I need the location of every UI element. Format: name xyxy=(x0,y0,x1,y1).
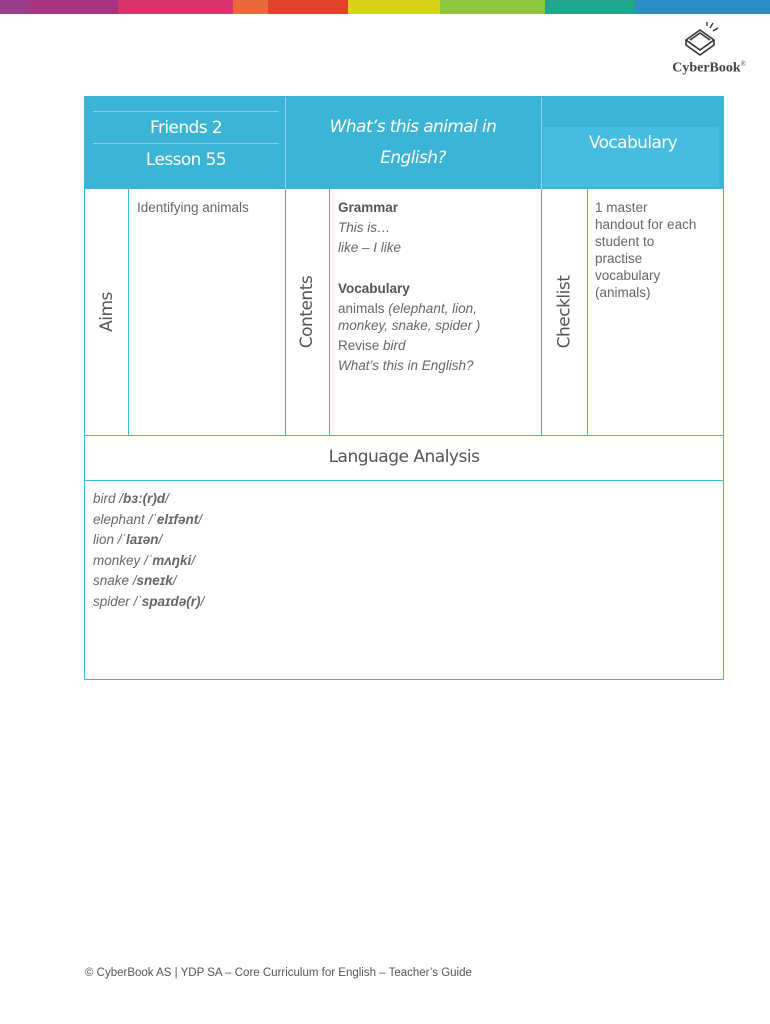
checklist-label: Checklist xyxy=(554,275,575,349)
book-icon xyxy=(680,22,720,58)
list-item: snake /sneɪk/ xyxy=(93,573,177,588)
table-body-row xyxy=(85,189,723,435)
list-item: bird /bɜː(r)d/ xyxy=(93,491,169,506)
lesson-focus-label: Vocabulary xyxy=(588,133,678,153)
color-segment xyxy=(0,0,30,14)
list-item: lion /ˈlaɪən/ xyxy=(93,532,163,547)
vocabulary-heading: Vocabulary xyxy=(338,281,410,296)
list-item: monkey /ˈmʌŋki/ xyxy=(93,552,196,568)
color-segment xyxy=(118,0,233,14)
color-segment xyxy=(268,0,348,14)
color-segment xyxy=(30,0,118,14)
color-strip xyxy=(0,0,770,14)
color-segment xyxy=(348,0,440,14)
cyberbook-logo xyxy=(628,22,748,78)
checklist-line: 1 master xyxy=(595,200,648,215)
course-name: Friends 2 xyxy=(93,111,279,144)
color-segment xyxy=(545,0,635,14)
color-segment xyxy=(440,0,545,14)
table-header-row xyxy=(85,97,723,189)
column-divider xyxy=(128,189,129,435)
color-segment xyxy=(233,0,268,14)
lesson-number: Lesson 55 xyxy=(93,143,279,176)
list-item: elephant /ˈelɪfənt/ xyxy=(93,511,203,527)
checklist-line: (animals) xyxy=(595,285,651,300)
vocabulary-line: Revise bird xyxy=(338,338,406,353)
checklist-line: practise xyxy=(595,251,643,266)
list-item: spider /ˈspaɪdə(r)/ xyxy=(93,593,205,609)
aims-text: Identifying animals xyxy=(137,200,249,215)
aims-label: Aims xyxy=(96,292,117,332)
checklist-line: vocabulary xyxy=(595,268,661,283)
checklist-text xyxy=(595,199,721,301)
lesson-focus xyxy=(543,97,723,189)
contents-text xyxy=(338,199,538,374)
lesson-title xyxy=(285,97,541,189)
logo-text: CyberBook® xyxy=(672,60,746,76)
language-analysis-title: Language Analysis xyxy=(85,435,723,481)
lesson-title-line1: What’s this animal in xyxy=(329,117,497,137)
grammar-line: like – I like xyxy=(338,240,402,255)
lesson-plan-table xyxy=(84,96,724,680)
vocabulary-line: animals (elephant, lion, xyxy=(338,301,477,316)
grammar-heading: Grammar xyxy=(338,200,399,215)
vocabulary-line: monkey, snake, spider ) xyxy=(338,318,481,333)
language-analysis-list xyxy=(93,489,204,612)
course-lesson-box xyxy=(93,111,279,175)
grammar-line: This is… xyxy=(338,220,391,235)
vocabulary-line: What’s this in English? xyxy=(338,358,474,373)
contents-label: Contents xyxy=(297,275,317,349)
column-divider xyxy=(329,189,330,435)
checklist-line: student to xyxy=(595,234,655,249)
page-footer: © CyberBook AS | YDP SA – Core Curriculum for English – Teacher’s Guide xyxy=(85,967,472,979)
checklist-line: handout for each xyxy=(595,217,697,232)
color-segment xyxy=(635,0,770,14)
header-divider xyxy=(541,97,542,189)
lesson-title-line2: English? xyxy=(380,148,446,168)
column-divider xyxy=(587,189,588,435)
